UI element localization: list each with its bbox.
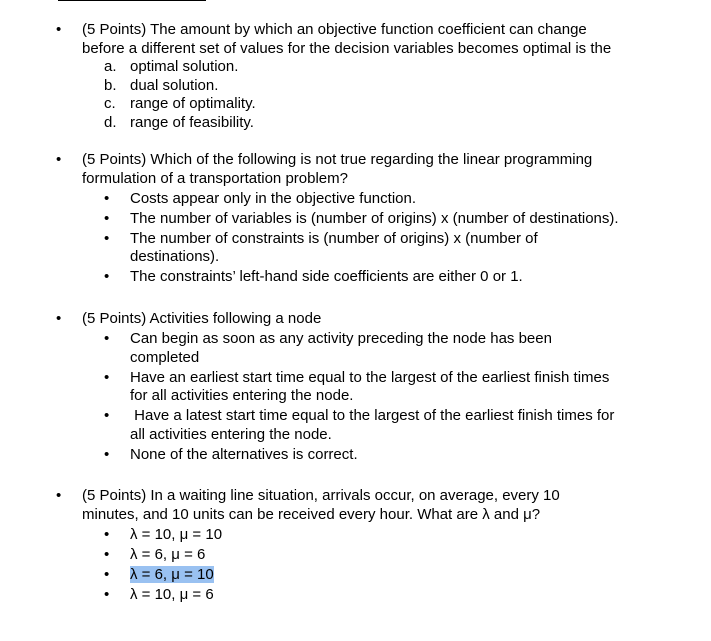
bullet-dot [104, 407, 109, 426]
bullet-dot [104, 210, 109, 229]
bullet-dot [104, 546, 109, 565]
option-4[interactable] [104, 586, 656, 605]
option-text: all activities entering the node. [130, 425, 332, 443]
top-rule [58, 0, 206, 1]
question-line: (5 Points) The amount by which an objective function coefficient can change [82, 21, 587, 38]
bullet-dot [104, 330, 109, 349]
bullet-dot [104, 586, 109, 605]
question-line: (5 Points) Activities following a node [82, 310, 322, 327]
option-2[interactable] [104, 369, 656, 406]
option-c[interactable] [104, 95, 656, 114]
option-text: λ = 10, μ = 10 [130, 525, 223, 543]
question-1 [56, 21, 656, 132]
option-letter: a. [104, 58, 117, 75]
question-text [82, 21, 656, 58]
option-list [104, 58, 656, 132]
option-2[interactable] [104, 546, 656, 565]
option-text: λ = 6, μ = 6 [130, 545, 206, 563]
option-text: Have an earliest start time equal to the largest of the earliest finish times [130, 368, 610, 386]
question-bullet [56, 310, 68, 329]
option-text: range of feasibility. [130, 113, 254, 131]
question-text [82, 487, 656, 524]
option-text: The number of variables is (number of origins) x (number of destinations). [130, 209, 619, 227]
option-text: for all activities entering the node. [130, 387, 354, 404]
option-3[interactable] [104, 230, 656, 267]
option-letter: c. [104, 95, 116, 112]
option-text: optimal solution. [130, 58, 239, 75]
option-list [104, 330, 656, 464]
option-text: destinations). [130, 248, 220, 265]
question-bullet [56, 151, 68, 170]
option-text: The constraints’ left-hand side coefficients are either 0 or 1. [130, 268, 523, 285]
question-line: before a different set of values for the decision variables becomes optimal is the [82, 39, 612, 57]
option-list [104, 526, 656, 605]
option-letter: d. [104, 113, 117, 131]
option-text: Costs appear only in the objective function. [130, 189, 417, 207]
question-2 [56, 151, 656, 287]
option-text: Have a latest start time equal to the largest of the earliest finish times for [130, 407, 615, 424]
option-letter: b. [104, 76, 117, 94]
option-3[interactable] [104, 407, 656, 444]
question-line: (5 Points) In a waiting line situation, arrivals occur, on average, every 10 [82, 487, 560, 504]
question-text [82, 151, 656, 188]
option-1[interactable] [104, 330, 656, 367]
question-line: (5 Points) Which of the following is not true regarding the linear programming [82, 151, 593, 168]
question-line: minutes, and 10 units can be received every hour. What are λ and μ? [82, 505, 541, 523]
option-a[interactable] [104, 58, 656, 77]
option-4[interactable] [104, 446, 656, 465]
option-text: range of optimality. [130, 95, 256, 112]
option-1[interactable] [104, 526, 656, 545]
bullet-dot [104, 190, 109, 209]
option-text: None of the alternatives is correct. [130, 445, 358, 463]
option-text: λ = 10, μ = 6 [130, 585, 214, 603]
option-4[interactable] [104, 268, 656, 287]
option-1[interactable] [104, 190, 656, 209]
option-text: Can begin as soon as any activity preceding the node has been [130, 330, 552, 347]
bullet-dot [104, 230, 109, 249]
option-3-selected[interactable] [104, 566, 656, 585]
bullet-dot [104, 268, 109, 287]
option-text: dual solution. [130, 76, 219, 94]
selected-option-text: λ = 6, μ = 10 [130, 565, 214, 583]
bullet-dot [104, 566, 109, 585]
option-b[interactable] [104, 77, 656, 96]
question-text [82, 310, 656, 329]
option-text: completed [130, 348, 200, 366]
question-3 [56, 310, 656, 464]
question-bullet [56, 487, 68, 506]
question-line: formulation of a transportation problem? [82, 169, 348, 187]
question-bullet [56, 21, 68, 40]
question-4 [56, 487, 656, 604]
bullet-dot [104, 526, 109, 545]
option-text: The number of constraints is (number of origins) x (number of [130, 229, 538, 247]
option-list [104, 190, 656, 287]
option-d[interactable] [104, 114, 656, 133]
bullet-dot [104, 446, 109, 465]
bullet-dot [104, 369, 109, 388]
option-2[interactable] [104, 210, 656, 229]
